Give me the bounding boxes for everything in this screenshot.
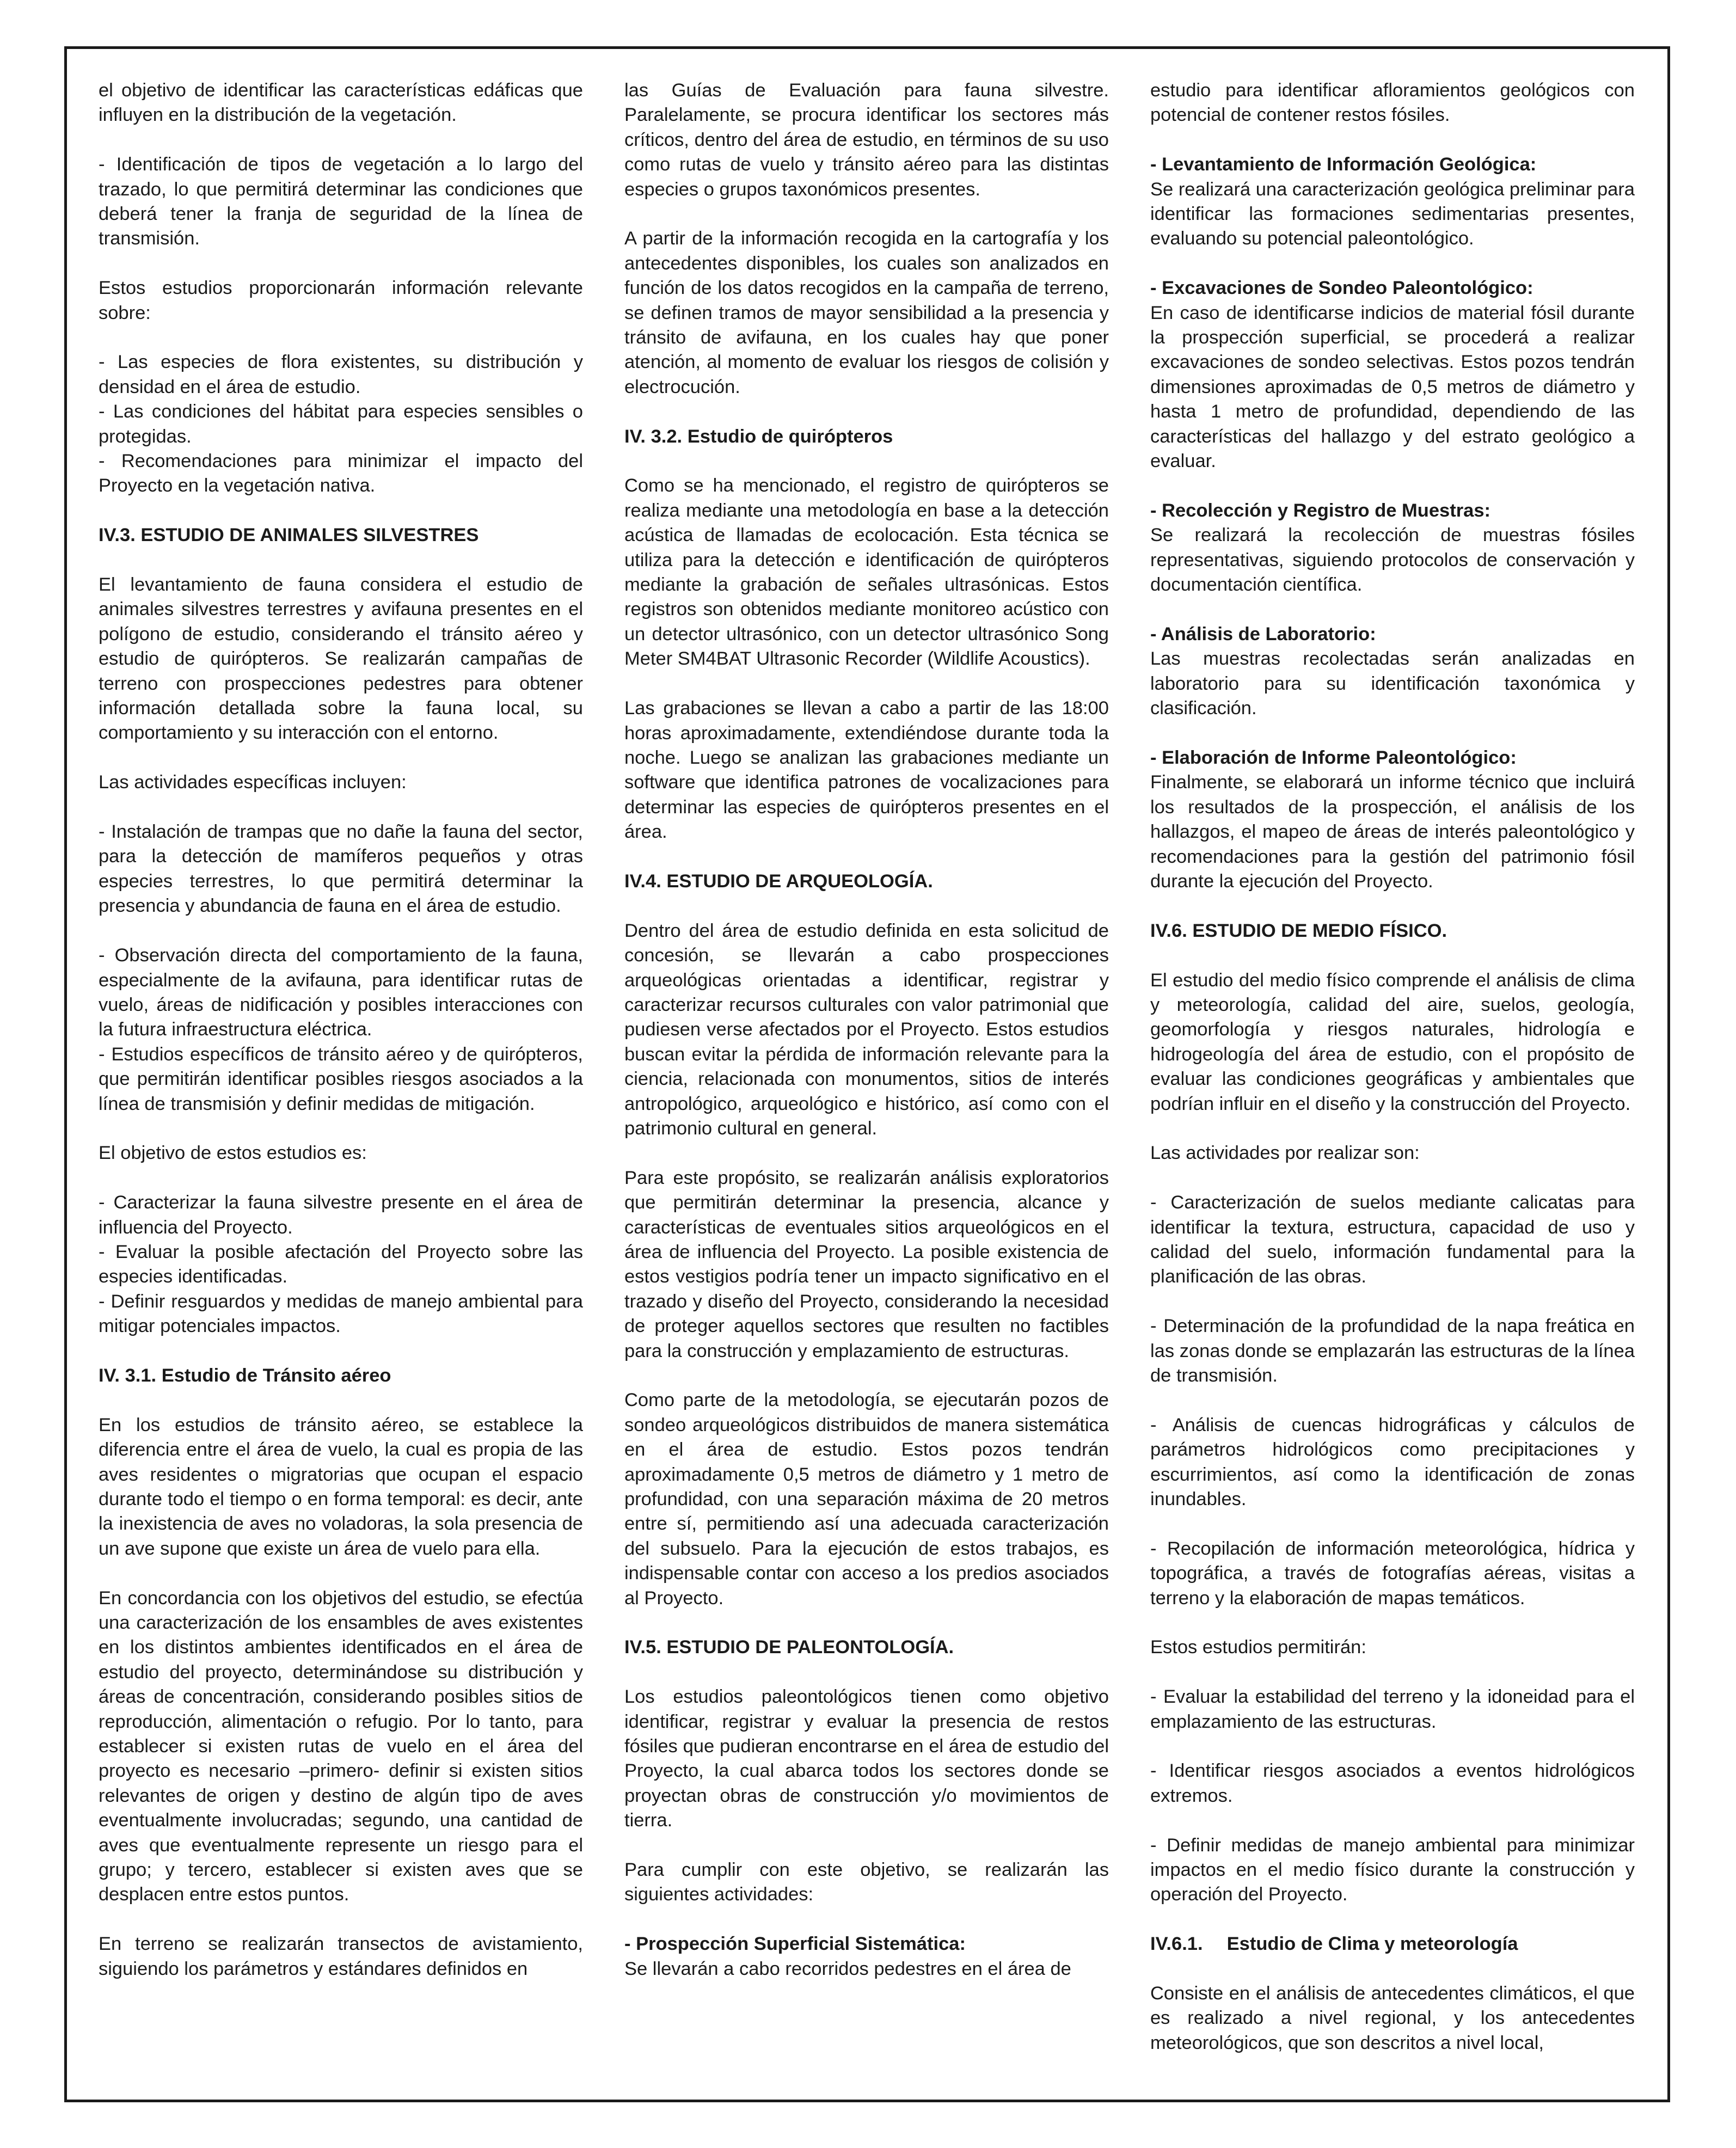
paragraph-with-subheading [1150, 276, 1635, 474]
subheading: - Recolección y Registro de Muestras: [1150, 500, 1491, 521]
paragraph-line: En los estudios de tránsito aéreo, se establece la diferencia entre el área de vuelo, la cual es propia de las aves residentes o migratorias que ocupan el espacio durante todo el tiempo o en forma temporal: es decir, ante la inexistencia de aves no voladoras, la sola presencia de un ave supone que existe un área de vuelo para ella. [99, 1414, 583, 1559]
paragraph [1150, 1190, 1635, 1290]
paragraph-line: Las actividades por realizar son: [1150, 1143, 1420, 1164]
paragraph-line: El estudio del medio físico comprende el análisis de clima y meteorología, calidad del aire, suelos, geología, geomorfología y riesgos naturales, hidrología e hidrogeología del área de estudio, con el propósito de evaluar las condiciones geográficas y ambientales que podrían influir en el diseño y la construcción del Proyecto. [1150, 969, 1635, 1114]
subheading: - Levantamiento de Información Geológica: [1150, 154, 1537, 175]
paragraph-line: - Determinación de la profundidad de la napa freática en las zonas donde se emplazarán las estructuras de la línea de transmisión. [1150, 1316, 1635, 1386]
paragraph [624, 1166, 1109, 1364]
paragraph-line: Como se ha mencionado, el registro de quirópteros se realiza mediante una metodología en base a la detección acústica de llamadas de ecolocación. Esta técnica se utiliza para la detección e identificación de quirópteros mediante la grabación de señales ultrasónicas. Estos registros son obtenidos mediante monitoreo acústico con un detector ultrasónico, con un detector ultrasónico Song Meter SM4BAT Ultrasonic Recorder (Wildlife Acoustics). [624, 475, 1109, 670]
paragraph-line: Para cumplir con este objetivo, se realizarán las siguientes actividades: [624, 1859, 1109, 1905]
paragraph-line: - Recomendaciones para minimizar el impacto del Proyecto en la vegetación nativa. [99, 451, 583, 496]
paragraph [624, 1685, 1109, 1833]
section-heading: IV.3. ESTUDIO DE ANIMALES SILVESTRES [99, 525, 479, 546]
subheading: - Prospección Superficial Sistemática: [624, 1934, 966, 1955]
section-heading: IV.4. ESTUDIO DE ARQUEOLOGÍA. [624, 870, 933, 892]
paragraph [624, 696, 1109, 844]
paragraph [1150, 1537, 1635, 1611]
paragraph [99, 943, 583, 1116]
paragraph [99, 1141, 583, 1165]
paragraph-line: - Identificación de tipos de vegetación a lo largo del trazado, lo que permitirá determinar las condiciones que deberá tener la franja de seguridad de la línea de transmisión. [99, 154, 583, 249]
paragraph-line: - Las especies de flora existentes, su distribución y densidad en el área de estudio. [99, 352, 583, 397]
page-frame [64, 46, 1670, 2102]
paragraph-line: Las actividades específicas incluyen: [99, 772, 407, 793]
paragraph-with-subheading [1150, 152, 1635, 251]
paragraph-line: En concordancia con los objetivos del estudio, se efectúa una caracterización de los ensambles de aves existentes en los distintos ambientes identificados en el área de estudio del proyecto, determinándose su distribución y áreas de concentración, considerando posibles sitios de reproducción, alimentación o refugio. Por lo tanto, para establecer si existen rutas de vuelo en el área del proyecto es necesario –primero- definir si existen sitios relevantes de origen y destino de algún tipo de aves eventualmente involucradas; segundo, una cantidad de aves que eventualmente represente un riesgo para el grupo; y tercero, establecer si existen aves que se desplacen entre estos puntos. [99, 1587, 583, 1905]
paragraph-line: - Evaluar la posible afectación del Proyecto sobre las especies identificadas. [99, 1241, 583, 1287]
paragraph [624, 474, 1109, 671]
paragraph [99, 1932, 583, 1981]
paragraph-line: estudio para identificar afloramientos geológicos con potencial de contener restos fósiles. [1150, 80, 1635, 126]
paragraph-line: - Caracterizar la fauna silvestre presente en el área de influencia del Proyecto. [99, 1192, 583, 1238]
paragraph-line: - Definir resguardos y medidas de manejo ambiental para mitigar potenciales impactos. [99, 1291, 583, 1337]
section-heading: IV.6. ESTUDIO DE MEDIO FÍSICO. [1150, 920, 1447, 941]
paragraph-line: El objetivo de estos estudios es: [99, 1143, 367, 1164]
paragraph-line: Consiste en el análisis de antecedentes climáticos, el que es realizado a nivel regional, y los antecedentes meteorológicos, que son descritos a nivel local, [1150, 1983, 1635, 2053]
paragraph-text: En caso de identificarse indicios de material fósil durante la prospección superficial, se procederá a realizar excavaciones de sondeo selectivas. Estos pozos tendrán dimensiones aproximadas de 0,5 metros de diámetro y hasta 1 metro de profundidad, dependiendo de las características del hallazgo y del estrato geológico a evaluar. [1150, 302, 1635, 472]
section-heading: IV.5. ESTUDIO DE PALEONTOLOGÍA. [624, 1637, 954, 1658]
paragraph [1150, 1759, 1635, 1808]
paragraph-line: - Observación directa del comportamiento de la fauna, especialmente de la avifauna, para identificar rutas de vuelo, áreas de nidificación y posibles interacciones con la futura infraestructura eléctrica. [99, 945, 583, 1040]
paragraph [1150, 1833, 1635, 1907]
paragraph-with-subheading [1150, 622, 1635, 721]
paragraph-text: Finalmente, se elaborará un informe técnico que incluirá los resultados de la prospección, el análisis de los hallazgos, el mapeo de áreas de interés paleontológico y recomendaciones para la gestión del patrimonio fósil durante la ejecución del Proyecto. [1150, 772, 1635, 892]
text-column-3 [1150, 78, 1635, 2081]
paragraph-line: las Guías de Evaluación para fauna silvestre. Paralelamente, se procura identificar los sectores más críticos, dentro del área de estudio, en términos de su uso como rutas de vuelo y tránsito aéreo para las distintas especies o grupos taxonómicos presentes. [624, 80, 1109, 200]
paragraph-line: - Instalación de trampas que no dañe la fauna del sector, para la detección de mamíferos pequeños y otras especies terrestres, lo que permitirá determinar la presencia y abundancia de fauna en el área de estudio. [99, 821, 583, 917]
paragraph-with-subheading [624, 1932, 1109, 1981]
paragraph [99, 770, 583, 795]
subheading: - Análisis de Laboratorio: [1150, 623, 1376, 645]
paragraph [99, 1586, 583, 1907]
subheading: - Excavaciones de Sondeo Paleontológico: [1150, 278, 1533, 299]
text-column-1 [99, 78, 583, 2006]
paragraph [99, 820, 583, 919]
paragraph [1150, 1981, 1635, 2055]
paragraph-line: Para este propósito, se realizarán análisis exploratorios que permitirán determinar la presencia, alcance y características de eventuales sitios arqueológicos en el área de influencia del Proyecto. La posible existencia de estos vestigios podría tener un impacto significativo en el trazado y diseño del Proyecto, considerando la necesidad de proteger aquellos sectores que resulten no factibles para la construcción y emplazamiento de estructuras. [624, 1167, 1109, 1361]
paragraph-line: - Definir medidas de manejo ambiental para minimizar impactos en el medio físico durante la construcción y operación del Proyecto. [1150, 1834, 1635, 1905]
paragraph [99, 152, 583, 251]
paragraph [99, 276, 583, 326]
section-heading: IV.6.1. Estudio de Clima y meteorología [1150, 1934, 1518, 1955]
paragraph [1150, 1685, 1635, 1734]
paragraph [99, 1413, 583, 1561]
paragraph-text: Las muestras recolectadas serán analizadas en laboratorio para su identificación taxonómica y clasificación. [1150, 648, 1635, 719]
paragraph-line: Las grabaciones se llevan a cabo a partir de las 18:00 horas aproximadamente, extendiéndose durante toda la noche. Luego se analizan las grabaciones mediante un software que identifica patrones de vocalizaciones para determinar las especies de quirópteros presentes en el área. [624, 698, 1109, 843]
paragraph [99, 573, 583, 746]
paragraph-line: Los estudios paleontológicos tienen como objetivo identificar, registrar y evaluar la presencia de restos fósiles que pudieran encontrarse en el área de estudio del Proyecto, la cual abarca todos los sectores donde se proyectan obras de construcción y/o movimientos de tierra. [624, 1686, 1109, 1831]
paragraph [624, 919, 1109, 1141]
paragraph-line: Como parte de la metodología, se ejecutarán pozos de sondeo arqueológicos distribuidos de manera sistemática en el área de estudio. Estos pozos tendrán aproximadamente 0,5 metros de diámetro y 1 metro de profundidad, con una separación máxima de 20 metros entre sí, permitiendo así una adecuada caracterización del subsuelo. Para la ejecución de estos trabajos, es indispensable contar con acceso a los predios asociados al Proyecto. [624, 1390, 1109, 1609]
paragraph [99, 78, 583, 128]
paragraph [1150, 1141, 1635, 1165]
paragraph-with-subheading [1150, 499, 1635, 598]
paragraph-line: - Estudios específicos de tránsito aéreo y de quirópteros, que permitirán identificar posibles riesgos asociados a la línea de transmisión y definir medidas de mitigación. [99, 1044, 583, 1114]
paragraph-text: Se realizará una caracterización geológica preliminar para identificar las formaciones sedimentarias presentes, evaluando su potencial paleontológico. [1150, 179, 1635, 249]
paragraph-text: Se realizará la recolección de muestras fósiles representativas, siguiendo protocolos de conservación y documentación científica. [1150, 525, 1635, 596]
paragraph-line: - Identificar riesgos asociados a eventos hidrológicos extremos. [1150, 1760, 1635, 1806]
text-column-2 [624, 78, 1109, 2006]
paragraph [1150, 1635, 1635, 1660]
paragraph-line: Estos estudios permitirán: [1150, 1637, 1366, 1658]
paragraph [99, 350, 583, 498]
section-heading: IV. 3.1. Estudio de Tránsito aéreo [99, 1365, 391, 1386]
paragraph-line: - Análisis de cuencas hidrográficas y cálculos de parámetros hidrológicos como precipitaciones y escurrimientos, así como la identificación de zonas inundables. [1150, 1414, 1635, 1509]
paragraph [624, 226, 1109, 400]
paragraph [624, 1388, 1109, 1611]
paragraph-text: Se llevarán a cabo recorridos pedestres en el área de [624, 1958, 1071, 1979]
paragraph-line: el objetivo de identificar las características edáficas que influyen en la distribución de la vegetación. [99, 80, 583, 126]
paragraph-with-subheading [1150, 746, 1635, 894]
paragraph [99, 1190, 583, 1339]
paragraph-line: Dentro del área de estudio definida en esta solicitud de concesión, se llevarán a cabo prospecciones arqueológicas orientadas a identificar, registrar y caracterizar recursos culturales con valor patrimonial que pudiesen verse afectados por el Proyecto. Estos estudios buscan evitar la pérdida de información relevante para la ciencia, relacionada con monumentos, sitios de interés antropológico, arqueológico e histórico, así como con el patrimonio cultural en general. [624, 920, 1109, 1139]
paragraph-line: - Recopilación de información meteorológica, hídrica y topográfica, a través de fotografías aéreas, visitas a terreno y la elaboración de mapas temáticos. [1150, 1538, 1635, 1609]
paragraph [1150, 78, 1635, 128]
paragraph-line: - Las condiciones del hábitat para especies sensibles o protegidas. [99, 401, 583, 447]
paragraph [1150, 968, 1635, 1116]
paragraph-line: - Evaluar la estabilidad del terreno y la idoneidad para el emplazamiento de las estructuras. [1150, 1686, 1635, 1732]
paragraph [1150, 1413, 1635, 1512]
paragraph-line: - Caracterización de suelos mediante calicatas para identificar la textura, estructura, capacidad de uso y calidad del suelo, información fundamental para la planificación de las obras. [1150, 1192, 1635, 1287]
paragraph [624, 1858, 1109, 1907]
paragraph [1150, 1314, 1635, 1388]
paragraph-line: Estos estudios proporcionarán información relevante sobre: [99, 278, 583, 323]
subheading: - Elaboración de Informe Paleontológico: [1150, 747, 1517, 768]
paragraph-line: A partir de la información recogida en la cartografía y los antecedentes disponibles, los cuales son analizados en función de los datos recogidos en la campaña de terreno, se definen tramos de mayor sensibilidad a la presencia y tránsito de avifauna, en los cuales hay que poner atención, al momento de evaluar los riesgos de colisión y electrocución. [624, 228, 1109, 397]
paragraph-line: En terreno se realizarán transectos de avistamiento, siguiendo los parámetros y estándares definidos en [99, 1934, 583, 1979]
paragraph-line: El levantamiento de fauna considera el estudio de animales silvestres terrestres y avifauna presentes en el polígono de estudio, considerando el tránsito aéreo y estudio de quirópteros. Se realizarán campañas de terreno con prospecciones pedestres para obtener información detallada sobre la fauna local, su comportamiento y su interacción con el entorno. [99, 574, 583, 744]
section-heading: IV. 3.2. Estudio de quirópteros [624, 426, 893, 447]
paragraph [624, 78, 1109, 202]
